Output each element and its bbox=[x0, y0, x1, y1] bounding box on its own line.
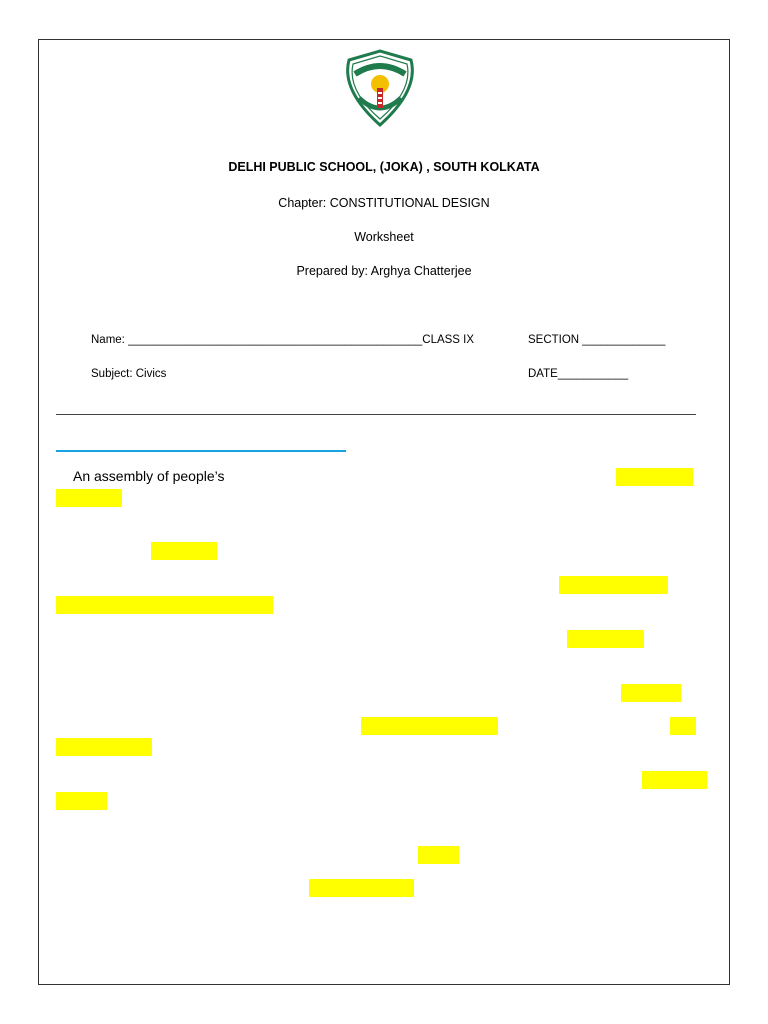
separator-rule bbox=[56, 414, 696, 415]
section-field: SECTION _____________ bbox=[528, 334, 666, 346]
highlight-block bbox=[670, 717, 696, 735]
highlight-block bbox=[616, 468, 693, 486]
date-field: DATE___________ bbox=[528, 368, 629, 380]
highlight-block bbox=[621, 684, 681, 702]
accent-rule bbox=[56, 450, 346, 452]
school-logo bbox=[337, 48, 423, 128]
highlight-block bbox=[567, 630, 644, 648]
worksheet-page bbox=[38, 39, 730, 985]
highlight-block bbox=[151, 542, 217, 560]
worksheet-label: Worksheet bbox=[354, 230, 414, 244]
body-first-line: An assembly of people’s bbox=[73, 468, 225, 484]
highlight-block bbox=[56, 792, 107, 810]
name-class-field: Name: ______________________________________________CLASS IX bbox=[91, 334, 475, 346]
highlight-block bbox=[56, 596, 273, 614]
subject-field: Subject: Civics bbox=[91, 368, 167, 380]
chapter-title: Chapter: CONSTITUTIONAL DESIGN bbox=[278, 196, 490, 210]
highlight-block bbox=[361, 717, 498, 735]
highlight-block bbox=[559, 576, 668, 594]
highlight-block bbox=[56, 738, 152, 756]
highlight-block bbox=[56, 489, 122, 507]
prepared-by: Prepared by: Arghya Chatterjee bbox=[296, 264, 472, 278]
highlight-block bbox=[642, 771, 707, 789]
highlight-block bbox=[309, 879, 414, 897]
school-name: DELHI PUBLIC SCHOOL, (JOKA) , SOUTH KOLKATA bbox=[228, 160, 540, 174]
highlight-block bbox=[418, 846, 459, 864]
